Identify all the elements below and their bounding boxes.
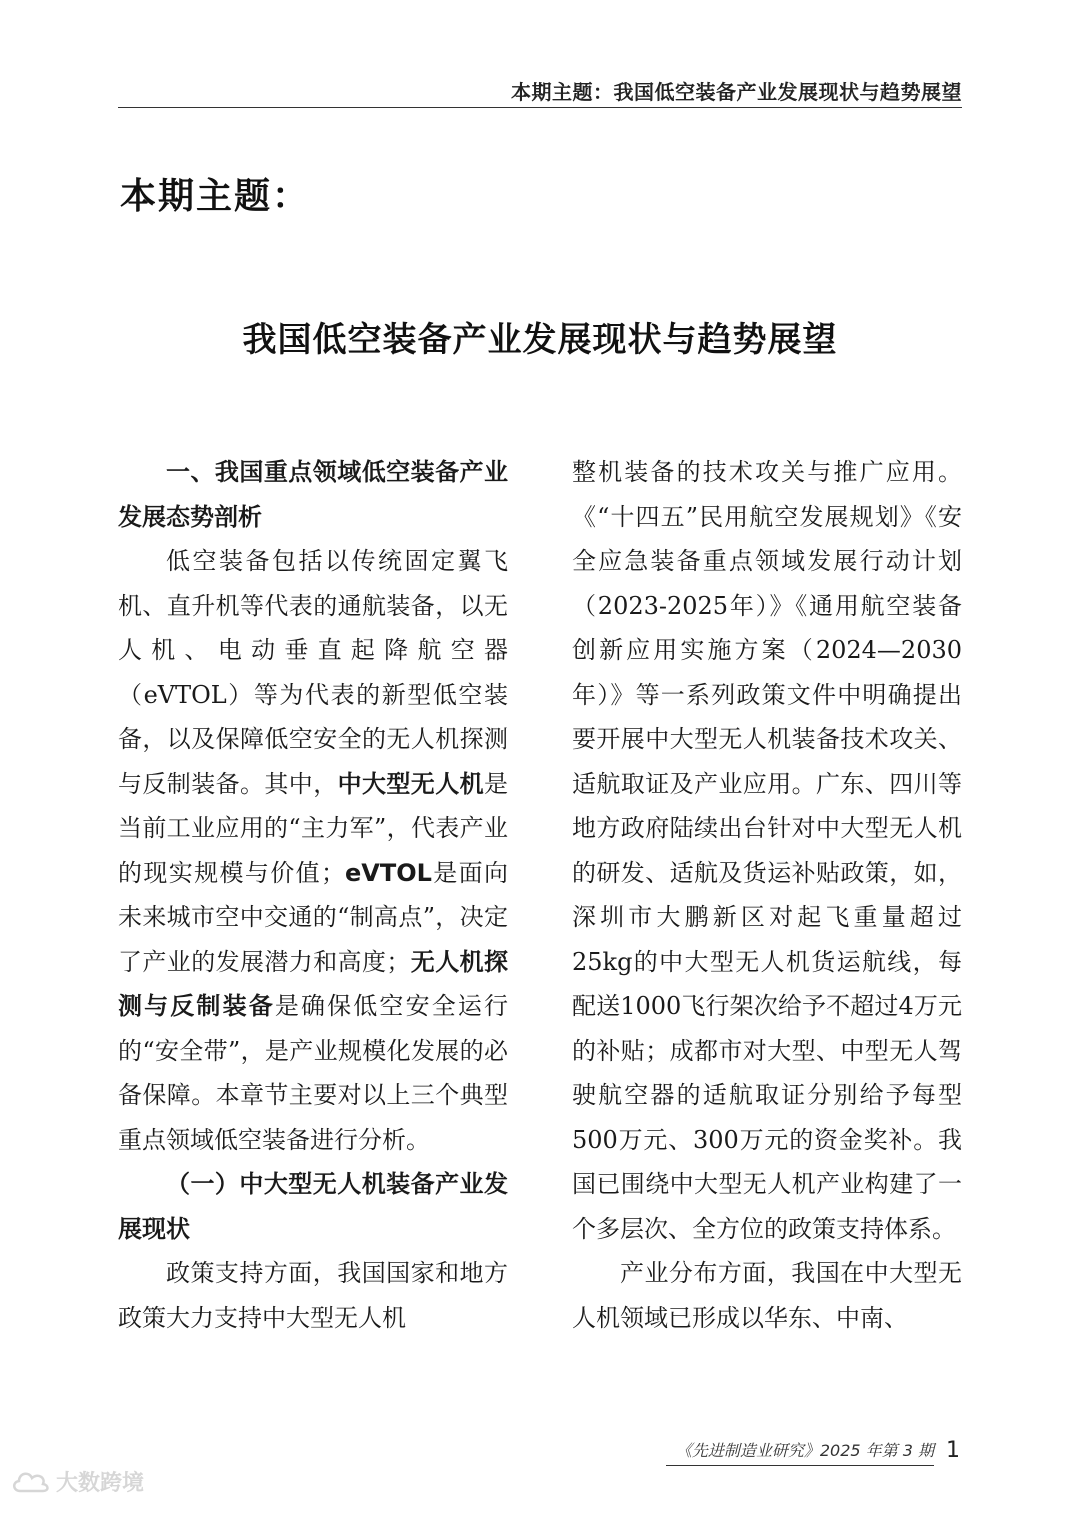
text-run: 是面向未来城市空中交通的“制高点”，决定了产业的发展潜力和高度；	[118, 858, 509, 976]
policy-paragraph-start: 政策支持方面，我国国家和地方政策大力支持中大型无人机	[118, 1259, 508, 1332]
right-column	[572, 450, 962, 1340]
subsection-heading: （一）中大型无人机装备产业发展现状	[118, 1170, 508, 1243]
page-number: 1	[946, 1438, 960, 1463]
header-rule	[118, 107, 962, 108]
watermark-text: 大数跨境	[56, 1471, 145, 1496]
bold-term-large-uav: 中大型无人机	[337, 769, 485, 798]
bold-term-evtol: eVTOL	[344, 858, 432, 887]
section-heading: 一、我国重点领域低空装备产业发展态势剖析	[118, 458, 508, 531]
footer-journal-info: 《先进制造业研究》2025 年第 3 期	[666, 1438, 934, 1466]
policy-paragraph-continued: 整机装备的技术攻关与推广应用。《“十四五”民用航空发展规划》《安全应急装备重点领域发展行动计划（2023-2025年）》《通用航空装备创新应用实施方案（2024—2030年）》等一系列政策文件中明确提出要开展中大型无人机装备技术攻关、适航取证及产业应用。广东、四川等地方政府陆续出台针对中大型无人机的研发、适航及货运补贴政策，如，深圳市大鹏新区对起飞重量超过25kg的中大型无人机货运航线，每配送1000飞行架次给予不超过4万元的补贴；成都市对大型、中型无人驾驶航空器的适航取证分别给予每型500万元、300万元的资金奖补。我国已围绕中大型无人机产业构建了一个多层次、全方位的政策支持体系。	[572, 458, 962, 1243]
cloud-logo-icon	[10, 1467, 52, 1497]
left-column	[118, 450, 508, 1340]
distribution-paragraph-start: 产业分布方面，我国在中大型无人机领域已形成以华东、中南、	[572, 1259, 962, 1332]
article-title: 我国低空装备产业发展现状与趋势展望	[242, 320, 838, 360]
text-run: 低空装备包括以传统固定翼飞机、直升机等代表的通航装备，以无人机、电动垂直起降航空器（eVTOL）等为代表的新型低空装备，以及保障低空安全的无人机探测与反制装备。其中，	[118, 547, 508, 798]
theme-label: 本期主题：	[120, 176, 311, 217]
watermark	[10, 1466, 144, 1497]
intro-paragraph	[118, 539, 508, 1162]
bold-term-counter-uav: 无人机探测与反制装备	[118, 947, 509, 1020]
text-run: 是确保低空安全运行的“安全带”，是产业规模化发展的必备保障。本章节主要对以上三个典型重点领域低空装备进行分析。	[118, 992, 509, 1154]
running-header-title: 本期主题：我国低空装备产业发展现状与趋势展望	[511, 80, 962, 104]
text-run: 是当前工业应用的“主力军”，代表产业的现实规模与价值；	[118, 769, 509, 887]
